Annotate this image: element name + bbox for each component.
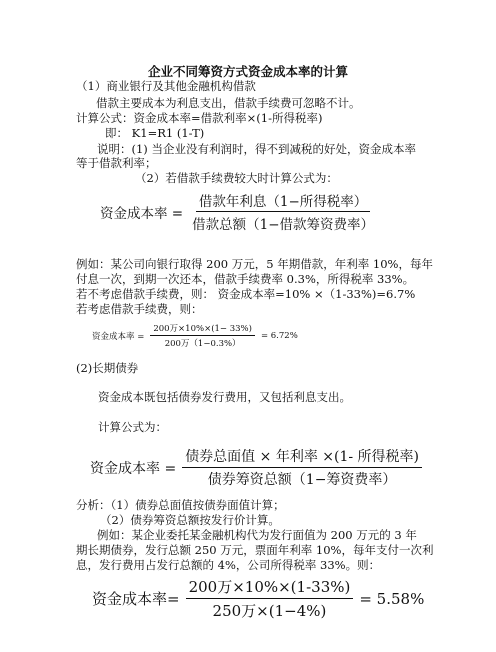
formula-denominator: 250万×(1−4%) (212, 602, 327, 620)
section1-formula-alt: 即： K1=R1 (1-T) (105, 126, 205, 140)
formula-denominator: 债券筹资总额（1−筹资费率） (207, 472, 397, 488)
formula-numerator: 200万×10%×(1-33%) (186, 576, 354, 599)
section1-note2: （2）若借款手续费较大时计算公式为： (135, 171, 338, 185)
formula-denominator: 200万（1−0.3%） (164, 339, 241, 349)
formula-numerator: 200万×10%×(1− 33%) (150, 322, 255, 336)
formula-bond-cost (90, 446, 422, 489)
formula-numerator: 借款年利息（1−所得税率） (196, 190, 370, 212)
formula-borrowing-cost (100, 190, 377, 233)
section2-formula-label: 计算公式为： (98, 420, 167, 434)
example1-line4: 若考虑借款手续费，则： (76, 302, 203, 316)
example1-line3: 若不考虑借款手续费，则： 资金成本率=10% ×（1-33%)=6.7% (76, 287, 416, 301)
example1-line2: 付息一次，到期一次还本，借款手续费率 0.3%，所得税率 33%。 (76, 272, 415, 286)
formula-result: = 6.72% (260, 330, 298, 341)
formula-lhs: 资金成本率 = (92, 331, 145, 342)
example2-line2: 期长期债券，发行总额 250 万元，票面年利率 10%，每年支付一次利 (76, 543, 434, 557)
formula-lhs: 资金成本率 = (90, 460, 177, 477)
formula-result: = 5.58% (359, 589, 425, 608)
analysis-line2: （2）债券筹资总额按发行价计算。 (100, 513, 280, 527)
section1-note1-line2: 等于借款利率； (76, 156, 157, 170)
example2-line3: 息，发行费用占发行总额的 4%，公司所得税率 33%。则： (76, 558, 381, 572)
section1-paragraph: 借款主要成本为利息支出，借款手续费可忽略不计。 (96, 96, 361, 110)
section2-heading: (2)长期债券 (76, 361, 139, 375)
document-title: 企业不同筹资方式资金成本率的计算 (147, 64, 348, 79)
formula-numerator: 债券总面值 × 年利率 ×(1- 所得税率) (182, 446, 422, 468)
section2-paragraph: 资金成本既包括债券发行费用，又包括利息支出。 (98, 390, 351, 404)
example1-line1: 例如：某公司向银行取得 200 万元，5 年期借款，年利率 10%，每年 (76, 257, 433, 271)
formula-example2 (92, 576, 424, 621)
formula-lhs: 资金成本率= (92, 590, 180, 608)
formula-lhs: 资金成本率 = (100, 205, 184, 222)
example2-line1: 例如：某企业委托某金融机构代为发行面值为 200 万元的 3 年 (97, 528, 417, 542)
section1-heading: （1）商业银行及其他金融机构借款 (76, 79, 256, 93)
formula-example1 (92, 322, 298, 349)
analysis-line1: 分析：（1）债券总面值按债券面值计算； (76, 498, 285, 512)
formula-denominator: 借款总额（1−借款筹资费率） (192, 217, 375, 233)
section1-note1-line1: 说明：(1) 当企业没有利润时，得不到减税的好处，资金成本率 (97, 142, 416, 156)
section1-formula-label: 计算公式：资金成本率=借款利率×(1-所得税率) (76, 111, 323, 125)
